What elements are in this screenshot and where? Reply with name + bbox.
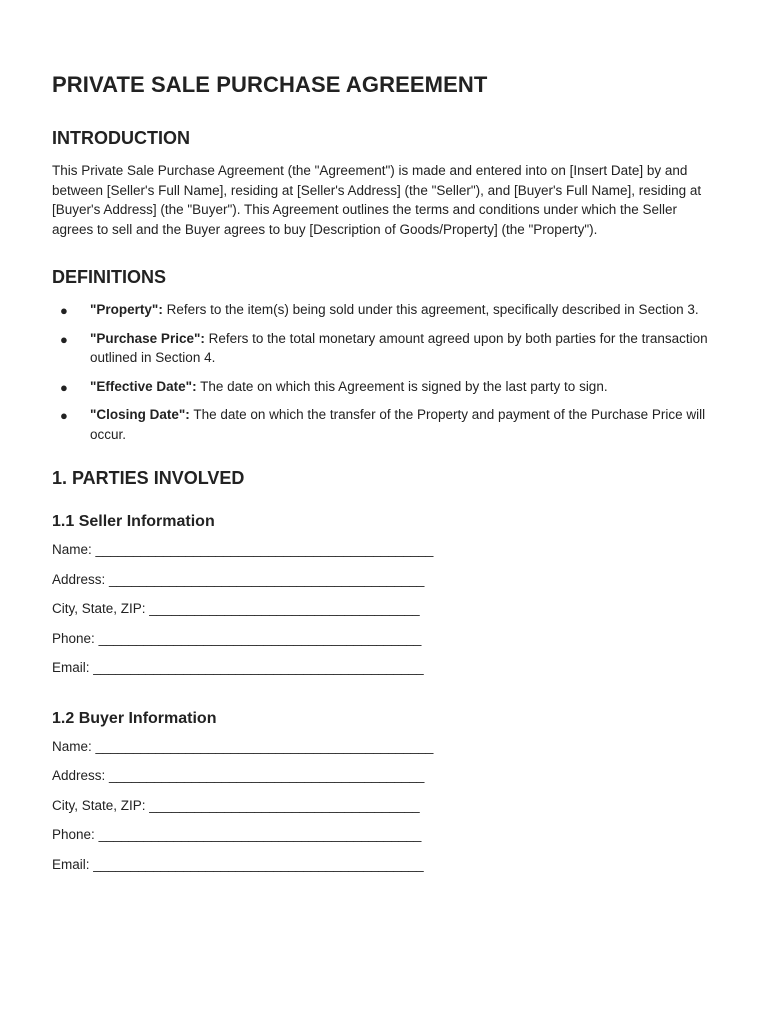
definitions-heading: DEFINITIONS [52, 267, 167, 287]
bullet-icon: ● [60, 303, 68, 318]
field-label: Address: [52, 768, 106, 783]
definition-term: "Effective Date": [90, 378, 197, 394]
buyer-name-field[interactable] [52, 737, 718, 767]
definition-term: "Closing Date": [90, 407, 190, 422]
definition-item [52, 405, 720, 444]
field-label: Address: [52, 571, 106, 587]
introduction-paragraph: This Private Sale Purchase Agreement (the "Agreement") is made and entered into on [Insert Date] by and between [Seller's Full Name], residing at [Seller's Address] (the "Seller"), and [Buyer's Full Name], residing at [Buyer's Address] (the "Buyer"). This Agreement outlines the terms and conditions under which the Seller agrees to sell and the Buyer agrees to buy [Description of Goods/Property] (the "Property"). [52, 163, 702, 237]
field-label: City, State, ZIP: [52, 797, 146, 813]
seller-phone-field[interactable] [52, 629, 718, 659]
seller-email-field[interactable] [52, 658, 718, 688]
field-blank[interactable]: _____________________________________________ [95, 542, 434, 557]
introduction-heading: INTRODUCTION [52, 128, 190, 148]
field-blank[interactable]: _____________________________________________ [95, 738, 434, 754]
field-blank[interactable]: ___________________________________________ [98, 827, 422, 842]
field-label: City, State, ZIP: [52, 601, 146, 616]
definition-item [52, 300, 720, 320]
field-label: Name: [52, 542, 92, 557]
definition-item [52, 377, 720, 397]
field-blank[interactable]: ____________________________________________ [93, 660, 424, 675]
definition-text: Refers to the item(s) being sold under this agreement, specifically described in Section 3. [162, 302, 699, 317]
buyer-city-state-zip-field[interactable] [52, 796, 718, 826]
field-label: Phone: [52, 827, 95, 842]
field-label: Name: [52, 738, 92, 754]
field-blank[interactable]: ____________________________________ [149, 797, 420, 813]
seller-fields [52, 540, 718, 688]
buyer-phone-field[interactable] [52, 825, 718, 855]
field-blank[interactable]: __________________________________________ [109, 768, 425, 783]
field-blank[interactable]: __________________________________________ [109, 571, 425, 587]
definition-text: Refers to the total monetary amount agreed upon by both parties for the transaction outlined in Section 4. [90, 330, 708, 365]
field-blank[interactable]: ____________________________________ [149, 601, 420, 616]
field-blank[interactable]: ___________________________________________ [98, 630, 422, 646]
field-label: Phone: [52, 630, 95, 646]
buyer-address-field[interactable] [52, 766, 718, 796]
definition-term: "Purchase Price": [90, 330, 205, 346]
seller-info-heading: 1.1 Seller Information [52, 513, 215, 530]
bullet-icon: ● [60, 379, 68, 395]
field-label: Email: [52, 660, 90, 675]
definition-text: The date on which this Agreement is signed by the last party to sign. [196, 378, 608, 394]
buyer-email-field[interactable] [52, 855, 718, 885]
buyer-info-heading: 1.2 Buyer Information [52, 709, 217, 727]
bullet-icon: ● [60, 408, 68, 423]
definition-term: "Property": [90, 302, 163, 317]
bullet-icon: ● [60, 331, 68, 347]
parties-heading: 1. PARTIES INVOLVED [52, 468, 245, 488]
definitions-list [52, 300, 718, 444]
definition-text: The date on which the transfer of the Property and payment of the Purchase Price will occur. [90, 407, 706, 442]
field-label: Email: [52, 856, 90, 872]
buyer-fields [52, 737, 718, 885]
seller-city-state-zip-field[interactable] [52, 599, 718, 629]
document-title: PRIVATE SALE PURCHASE AGREEMENT [52, 72, 488, 97]
field-blank[interactable]: ____________________________________________ [93, 856, 424, 872]
seller-name-field[interactable] [52, 540, 718, 570]
definition-item [52, 329, 720, 368]
seller-address-field[interactable] [52, 570, 718, 600]
